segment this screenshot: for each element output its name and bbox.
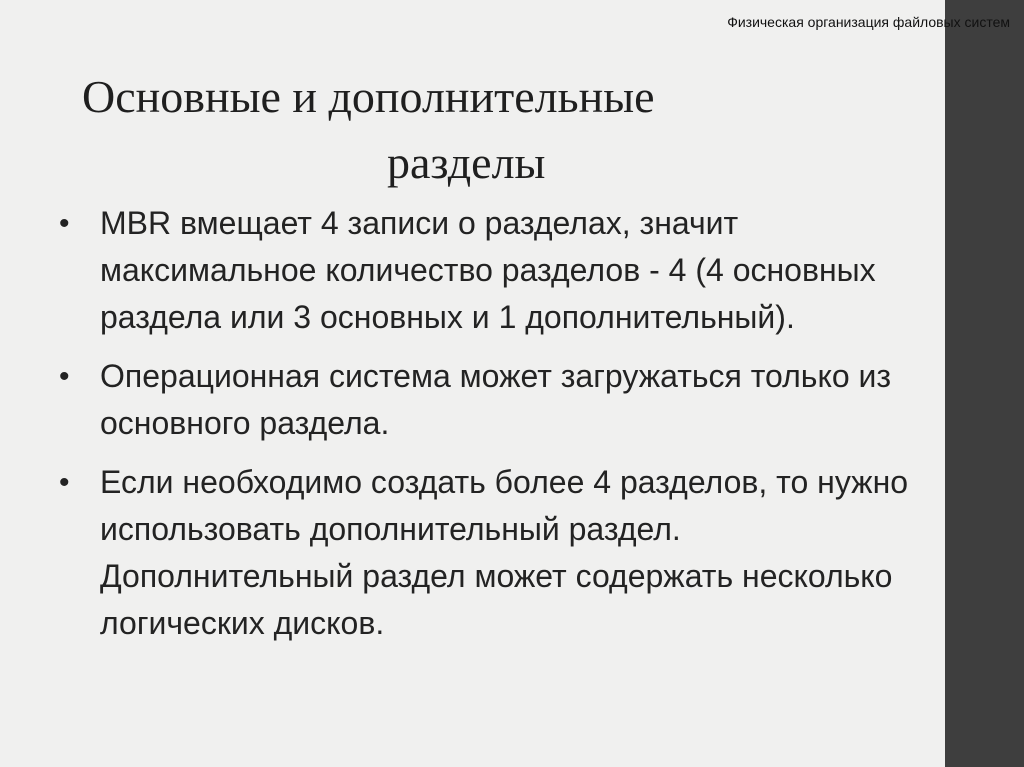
- bullet-list: [56, 200, 916, 659]
- bullet-marker-icon: •: [59, 207, 70, 240]
- bullet-marker-icon: •: [59, 466, 70, 499]
- side-bar: [945, 0, 1024, 767]
- header-caption: Физическая организация файловых систем: [727, 14, 1010, 30]
- slide-title-line-2: разделы: [387, 137, 546, 188]
- bullet-marker-icon: •: [59, 360, 70, 393]
- slide-title: [60, 64, 930, 196]
- slide-title-line-1: Основные и дополнительные: [82, 71, 655, 122]
- bullet-item: [56, 353, 916, 447]
- bullet-item: [56, 200, 916, 341]
- bullet-text: MBR вмещает 4 записи о разделах, значит максимальное количество разделов - 4 (4 основных раздела или 3 основных и 1 дополнительный).: [100, 205, 876, 335]
- bullet-text: Если необходимо создать более 4 разделов, то нужно использовать дополнительный раздел. Дополнительный раздел может содержать несколько логических дисков.: [100, 464, 909, 641]
- bullet-text: Операционная система может загружаться только из основного раздела.: [100, 358, 892, 441]
- bullet-item: [56, 459, 916, 647]
